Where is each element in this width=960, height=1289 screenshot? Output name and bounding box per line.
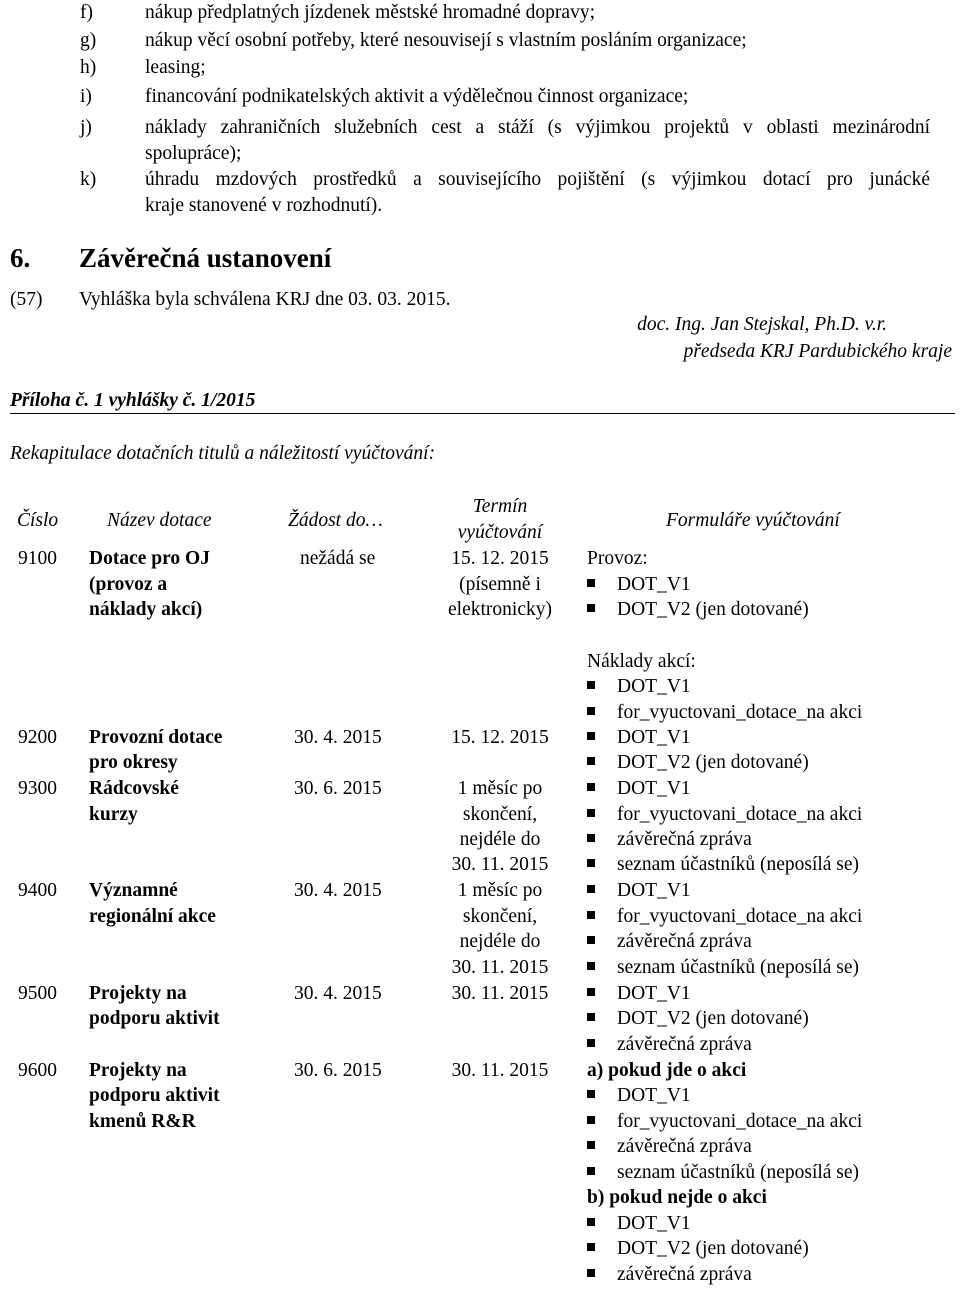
row-nazev: (provoz a <box>89 574 168 595</box>
bullet-icon <box>587 911 595 919</box>
list-text: leasing; <box>145 57 206 78</box>
row-termin: 1 měsíc po <box>457 778 543 799</box>
header-zadost: Žádost do… <box>288 510 383 531</box>
list-text: nákup věcí osobní potřeby, které nesouvisejí s vlastním posláním organizace; <box>145 30 747 51</box>
list-key: j) <box>80 117 92 138</box>
list-text: spolupráce); <box>145 143 242 164</box>
form-item: závěrečná zpráva <box>587 827 752 853</box>
form-item: for_vyuctovani_dotace_na akci <box>587 700 862 726</box>
row-nazev: Projekty na <box>89 983 187 1004</box>
row-cislo: 9300 <box>18 778 57 799</box>
bullet-icon <box>587 1269 595 1277</box>
list-text: náklady zahraničních služebních cest a stáží (s výjimkou projektů v oblasti mezinárodní <box>145 117 930 138</box>
row-nazev: Dotace pro OJ <box>89 548 210 569</box>
section-number: 6. <box>10 243 31 273</box>
bullet-icon <box>587 1141 595 1149</box>
form-item: DOT_V1 <box>587 981 691 1007</box>
header-cislo: Číslo <box>17 510 59 531</box>
row-zadost: 30. 4. 2015 <box>294 727 382 748</box>
section-title: Závěrečná ustanovení <box>79 243 332 273</box>
row-nazev: Rádcovské <box>89 778 179 799</box>
form-item: závěrečná zpráva <box>587 1262 752 1288</box>
row-zadost: 30. 6. 2015 <box>294 778 382 799</box>
row-cislo: 9400 <box>18 880 57 901</box>
row-nazev: podporu aktivit <box>89 1085 220 1106</box>
form-item: seznam účastníků (neposílá se) <box>587 955 859 981</box>
row-termin: 15. 12. 2015 <box>451 727 549 748</box>
row-zadost: 30. 4. 2015 <box>294 983 382 1004</box>
form-item: DOT_V2 (jen dotované) <box>587 597 809 623</box>
header-termin-1: Termín <box>472 496 528 517</box>
row-cislo: 9500 <box>18 983 57 1004</box>
row-nazev: Provozní dotace <box>89 727 223 748</box>
form-item: seznam účastníků (neposílá se) <box>587 852 859 878</box>
header-formulare: Formuláře vyúčtování <box>666 510 840 531</box>
row-termin: nejdéle do <box>459 829 541 850</box>
signature-name: doc. Ing. Jan Stejskal, Ph.D. v.r. <box>637 314 887 335</box>
row-zadost: 30. 6. 2015 <box>294 1060 382 1081</box>
form-item: DOT_V1 <box>587 1083 691 1109</box>
bullet-icon <box>587 1243 595 1251</box>
row-termin: skončení, <box>462 906 538 927</box>
approval-number: (57) <box>10 289 43 310</box>
form-item: DOT_V1 <box>587 878 691 904</box>
row-termin: (písemně i <box>459 574 541 595</box>
bullet-icon <box>587 1167 595 1175</box>
list-text: kraje stanovené v rozhodnutí). <box>145 195 383 216</box>
bullet-icon <box>587 757 595 765</box>
form-item: závěrečná zpráva <box>587 1032 752 1058</box>
form-item: for_vyuctovani_dotace_na akci <box>587 1109 862 1135</box>
bullet-icon <box>587 783 595 791</box>
row-cislo: 9600 <box>18 1060 57 1081</box>
bullet-icon <box>587 885 595 893</box>
list-text: financování podnikatelských aktivit a výdělečnou činnost organizace; <box>145 86 689 107</box>
row-nazev: náklady akcí) <box>89 599 203 620</box>
row-nazev: kmenů R&R <box>89 1111 196 1132</box>
row-nazev: podporu aktivit <box>89 1008 220 1029</box>
row-termin: 30. 11. 2015 <box>451 983 549 1004</box>
bullet-icon <box>587 681 595 689</box>
form-heading: Provoz: <box>587 548 648 569</box>
row-termin: 1 měsíc po <box>457 880 543 901</box>
form-heading: Náklady akcí: <box>587 651 696 672</box>
form-item: for_vyuctovani_dotace_na akci <box>587 904 862 930</box>
bullet-icon <box>587 809 595 817</box>
bullet-icon <box>587 1013 595 1021</box>
bullet-icon <box>587 604 595 612</box>
bullet-icon <box>587 834 595 842</box>
list-text: úhradu mzdových prostředků a souvisejícího pojištění (s výjimkou dotací pro junácké <box>145 169 930 190</box>
header-termin-2: vyúčtování <box>457 522 543 543</box>
form-heading: b) pokud nejde o akci <box>587 1187 767 1208</box>
approval-text: Vyhláška byla schválena KRJ dne 03. 03. 2015. <box>79 289 451 310</box>
bullet-icon <box>587 732 595 740</box>
bullet-icon <box>587 936 595 944</box>
form-item: DOT_V2 (jen dotované) <box>587 750 809 776</box>
row-nazev: Významné <box>89 880 178 901</box>
row-termin: elektronicky) <box>448 599 552 620</box>
form-item: DOT_V1 <box>587 674 691 700</box>
header-nazev: Název dotace <box>107 510 212 531</box>
form-item: for_vyuctovani_dotace_na akci <box>587 802 862 828</box>
bullet-icon <box>587 579 595 587</box>
form-item: DOT_V1 <box>587 776 691 802</box>
form-item: DOT_V2 (jen dotované) <box>587 1236 809 1262</box>
bullet-icon <box>587 1090 595 1098</box>
bullet-icon <box>587 962 595 970</box>
row-nazev: Projekty na <box>89 1060 187 1081</box>
list-key: i) <box>80 86 92 107</box>
bullet-icon <box>587 1218 595 1226</box>
row-termin: nejdéle do <box>459 931 541 952</box>
bullet-icon <box>587 1039 595 1047</box>
row-termin: 15. 12. 2015 <box>451 548 549 569</box>
form-item: závěrečná zpráva <box>587 929 752 955</box>
row-zadost: nežádá se <box>300 548 376 569</box>
bullet-icon <box>587 1116 595 1124</box>
row-termin: 30. 11. 2015 <box>451 1060 549 1081</box>
list-key: f) <box>80 2 93 23</box>
form-heading: a) pokud jde o akci <box>587 1060 747 1081</box>
list-key: g) <box>80 30 97 51</box>
divider <box>10 413 955 414</box>
row-termin: skončení, <box>462 804 538 825</box>
form-item: seznam účastníků (neposílá se) <box>587 1160 859 1186</box>
bullet-icon <box>587 707 595 715</box>
list-key: k) <box>80 169 97 190</box>
row-cislo: 9100 <box>18 548 57 569</box>
attachment-title: Příloha č. 1 vyhlášky č. 1/2015 <box>10 390 256 411</box>
signature-role: předseda KRJ Pardubického kraje <box>683 341 952 362</box>
list-text: nákup předplatných jízdenek městské hromadné dopravy; <box>145 2 595 23</box>
row-termin: 30. 11. 2015 <box>451 957 549 978</box>
form-item: DOT_V1 <box>587 1211 691 1237</box>
row-zadost: 30. 4. 2015 <box>294 880 382 901</box>
row-nazev: regionální akce <box>89 906 216 927</box>
form-item: DOT_V1 <box>587 572 691 598</box>
bullet-icon <box>587 988 595 996</box>
row-nazev: pro okresy <box>89 752 178 773</box>
attachment-subtitle: Rekapitulace dotačních titulů a náležitostí vyúčtování: <box>10 443 436 464</box>
bullet-icon <box>587 859 595 867</box>
form-item: DOT_V2 (jen dotované) <box>587 1006 809 1032</box>
form-item: závěrečná zpráva <box>587 1134 752 1160</box>
row-nazev: kurzy <box>89 804 138 825</box>
form-item: DOT_V1 <box>587 725 691 751</box>
row-cislo: 9200 <box>18 727 57 748</box>
list-key: h) <box>80 57 97 78</box>
row-termin: 30. 11. 2015 <box>451 854 549 875</box>
